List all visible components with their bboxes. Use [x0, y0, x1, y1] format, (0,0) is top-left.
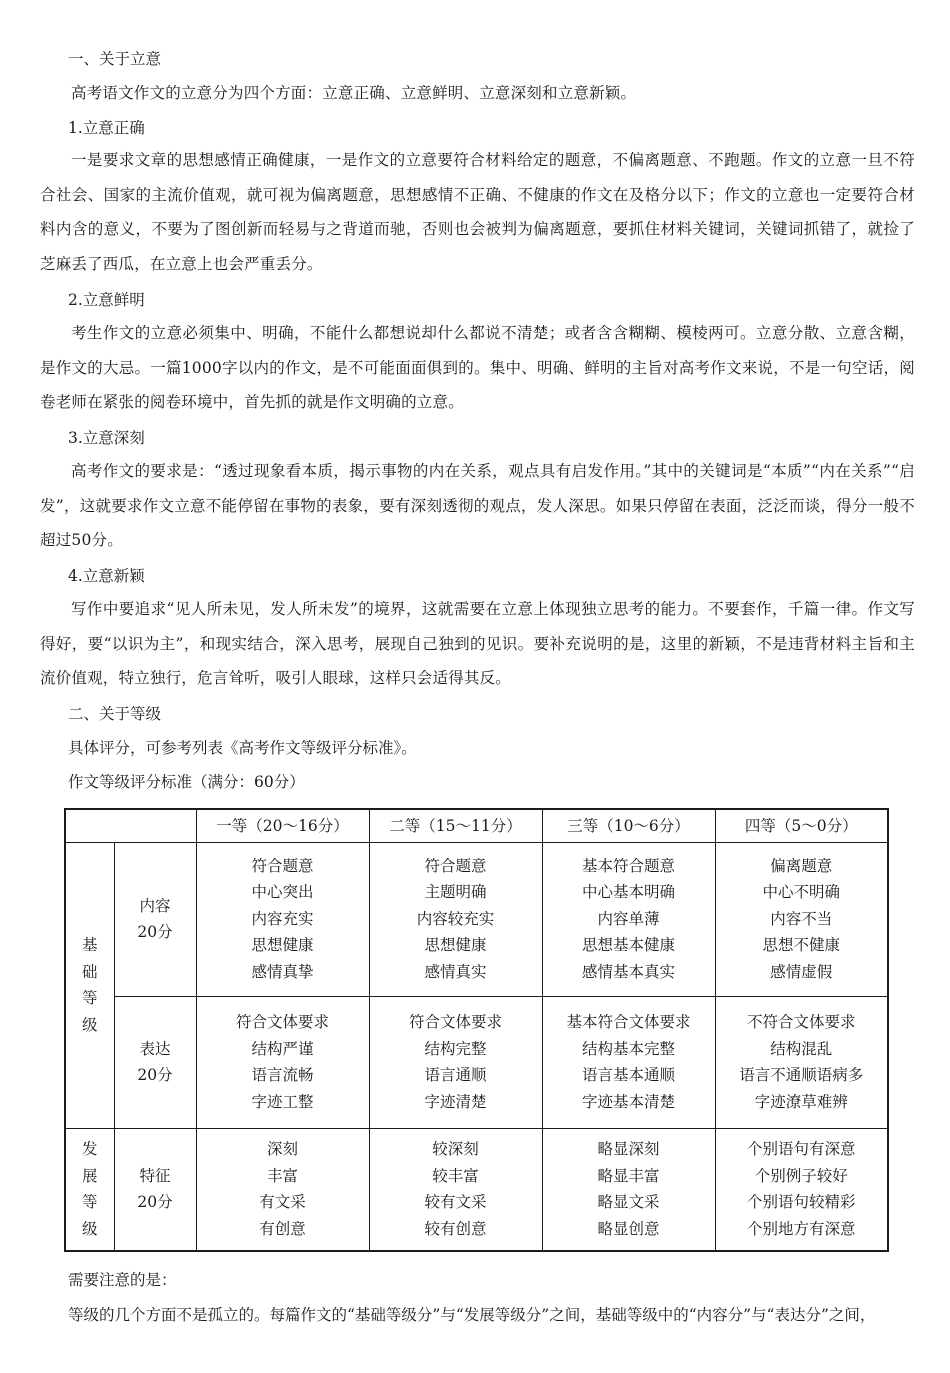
table-row-expression — [65, 996, 888, 1128]
row-label-features: 特征 20分 — [114, 1128, 196, 1251]
table-cell: 符合文体要求 结构严谨 语言流畅 字迹工整 — [196, 996, 369, 1128]
notes-text: 等级的几个方面不是孤立的。每篇作文的“基础等级分”与“发展等级分”之间，基础等级中的“内容分”与“表达分”之间， — [68, 1306, 876, 1324]
section2-heading: 二、关于等级 — [68, 705, 162, 723]
table-cell: 符合题意 中心突出 内容充实 思想健康 感情真挚 — [196, 842, 369, 996]
group-basic-label: 基 础 等 级 — [65, 842, 114, 1128]
table-cell: 符合题意 主题明确 内容较充实 思想健康 感情真实 — [369, 842, 542, 996]
table-cell: 个别语句有深意 个别例子较好 个别语句较精彩 个别地方有深意 — [715, 1128, 888, 1251]
subsection2-title: 2.立意鲜明 — [68, 291, 145, 309]
table-row-content — [65, 842, 888, 996]
table-header-row — [65, 809, 888, 842]
subsection1-text: 一是要求文章的思想感情正确健康，一是作文的立意要符合材料给定的题意，不偏离题意、不跑题。作文的立意一旦不符合社会、国家的主流价值观，就可视为偏离题意，思想感情不正确、不健康的作文在及格分以下；作文的立意也一定要符合材料内含的意义，不要为了图创新而轻易与之背道而驰，否则也会被判为偏离题意，要抓住材料关键词，关键词抓错了，就捡了芝麻丢了西瓜，在立意上也会严重丢分。 — [40, 151, 915, 273]
section2-intro: 具体评分，可参考列表《高考作文等级评分标准》。 — [68, 739, 417, 757]
subsection3-title: 3.立意深刻 — [68, 429, 145, 447]
subsection3-text: 高考作文的要求是：“透过现象看本质，揭示事物的内在关系，观点具有启发作用。”其中的关键词是“本质”“内在关系”“启发”，这就要求作文立意不能停留在事物的表象，要有深刻透彻的观点，发人深思。如果只停留在表面，泛泛而谈，得分一般不超过50分。 — [40, 462, 915, 549]
table-cell: 基本符合文体要求 结构基本完整 语言基本通顺 字迹基本清楚 — [542, 996, 715, 1128]
header-grade-1: 一等（20～16分） — [196, 809, 369, 842]
subsection1-title: 1.立意正确 — [68, 119, 145, 137]
table-cell: 较深刻 较丰富 较有文采 较有创意 — [369, 1128, 542, 1251]
table-cell: 深刻 丰富 有文采 有创意 — [196, 1128, 369, 1251]
grading-table — [64, 808, 889, 1252]
table-cell: 符合文体要求 结构完整 语言通顺 字迹清楚 — [369, 996, 542, 1128]
header-grade-2: 二等（15～11分） — [369, 809, 542, 842]
table-cell: 偏离题意 中心不明确 内容不当 思想不健康 感情虚假 — [715, 842, 888, 996]
table-cell: 基本符合题意 中心基本明确 内容单薄 思想基本健康 感情基本真实 — [542, 842, 715, 996]
table-cell: 略显深刻 略显丰富 略显文采 略显创意 — [542, 1128, 715, 1251]
group-development-label: 发 展 等 级 — [65, 1128, 114, 1251]
notes-heading: 需要注意的是： — [68, 1271, 177, 1289]
table-title: 作文等级评分标准（满分：60分） — [68, 773, 305, 791]
row-label-content: 内容 20分 — [114, 842, 196, 996]
subsection2-text: 考生作文的立意必须集中、明确，不能什么都想说却什么都说不清楚；或者含含糊糊、模棱两可。立意分散、立意含糊，是作文的大忌。一篇1000字以内的作文，是不可能面面俱到的。集中、明确、鲜明的主旨对高考作文来说，不是一句空话，阅卷老师在紧张的阅卷环境中，首先抓的就是作文明确的立意。 — [40, 324, 915, 411]
section1-heading: 一、关于立意 — [68, 50, 162, 68]
table-cell: 不符合文体要求 结构混乱 语言不通顺语病多 字迹潦草难辨 — [715, 996, 888, 1128]
table-corner-cell — [65, 809, 196, 842]
header-grade-3: 三等（10～6分） — [542, 809, 715, 842]
table-row-features — [65, 1128, 888, 1251]
header-grade-4: 四等（5～0分） — [715, 809, 888, 842]
row-label-expression: 表达 20分 — [114, 996, 196, 1128]
subsection4-title: 4.立意新颖 — [68, 567, 145, 585]
section1-intro: 高考语文作文的立意分为四个方面：立意正确、立意鲜明、立意深刻和立意新颖。 — [71, 84, 637, 102]
subsection4-text: 写作中要追求“见人所未见，发人所未发”的境界，这就需要在立意上体现独立思考的能力。不要套作，千篇一律。作文写得好，要“以识为主”，和现实结合，深入思考，展现自己独到的见识。要补充说明的是，这里的新颖，不是违背材料主旨和主流价值观，特立独行，危言耸听，吸引人眼球，这样只会适得其反。 — [40, 600, 915, 687]
